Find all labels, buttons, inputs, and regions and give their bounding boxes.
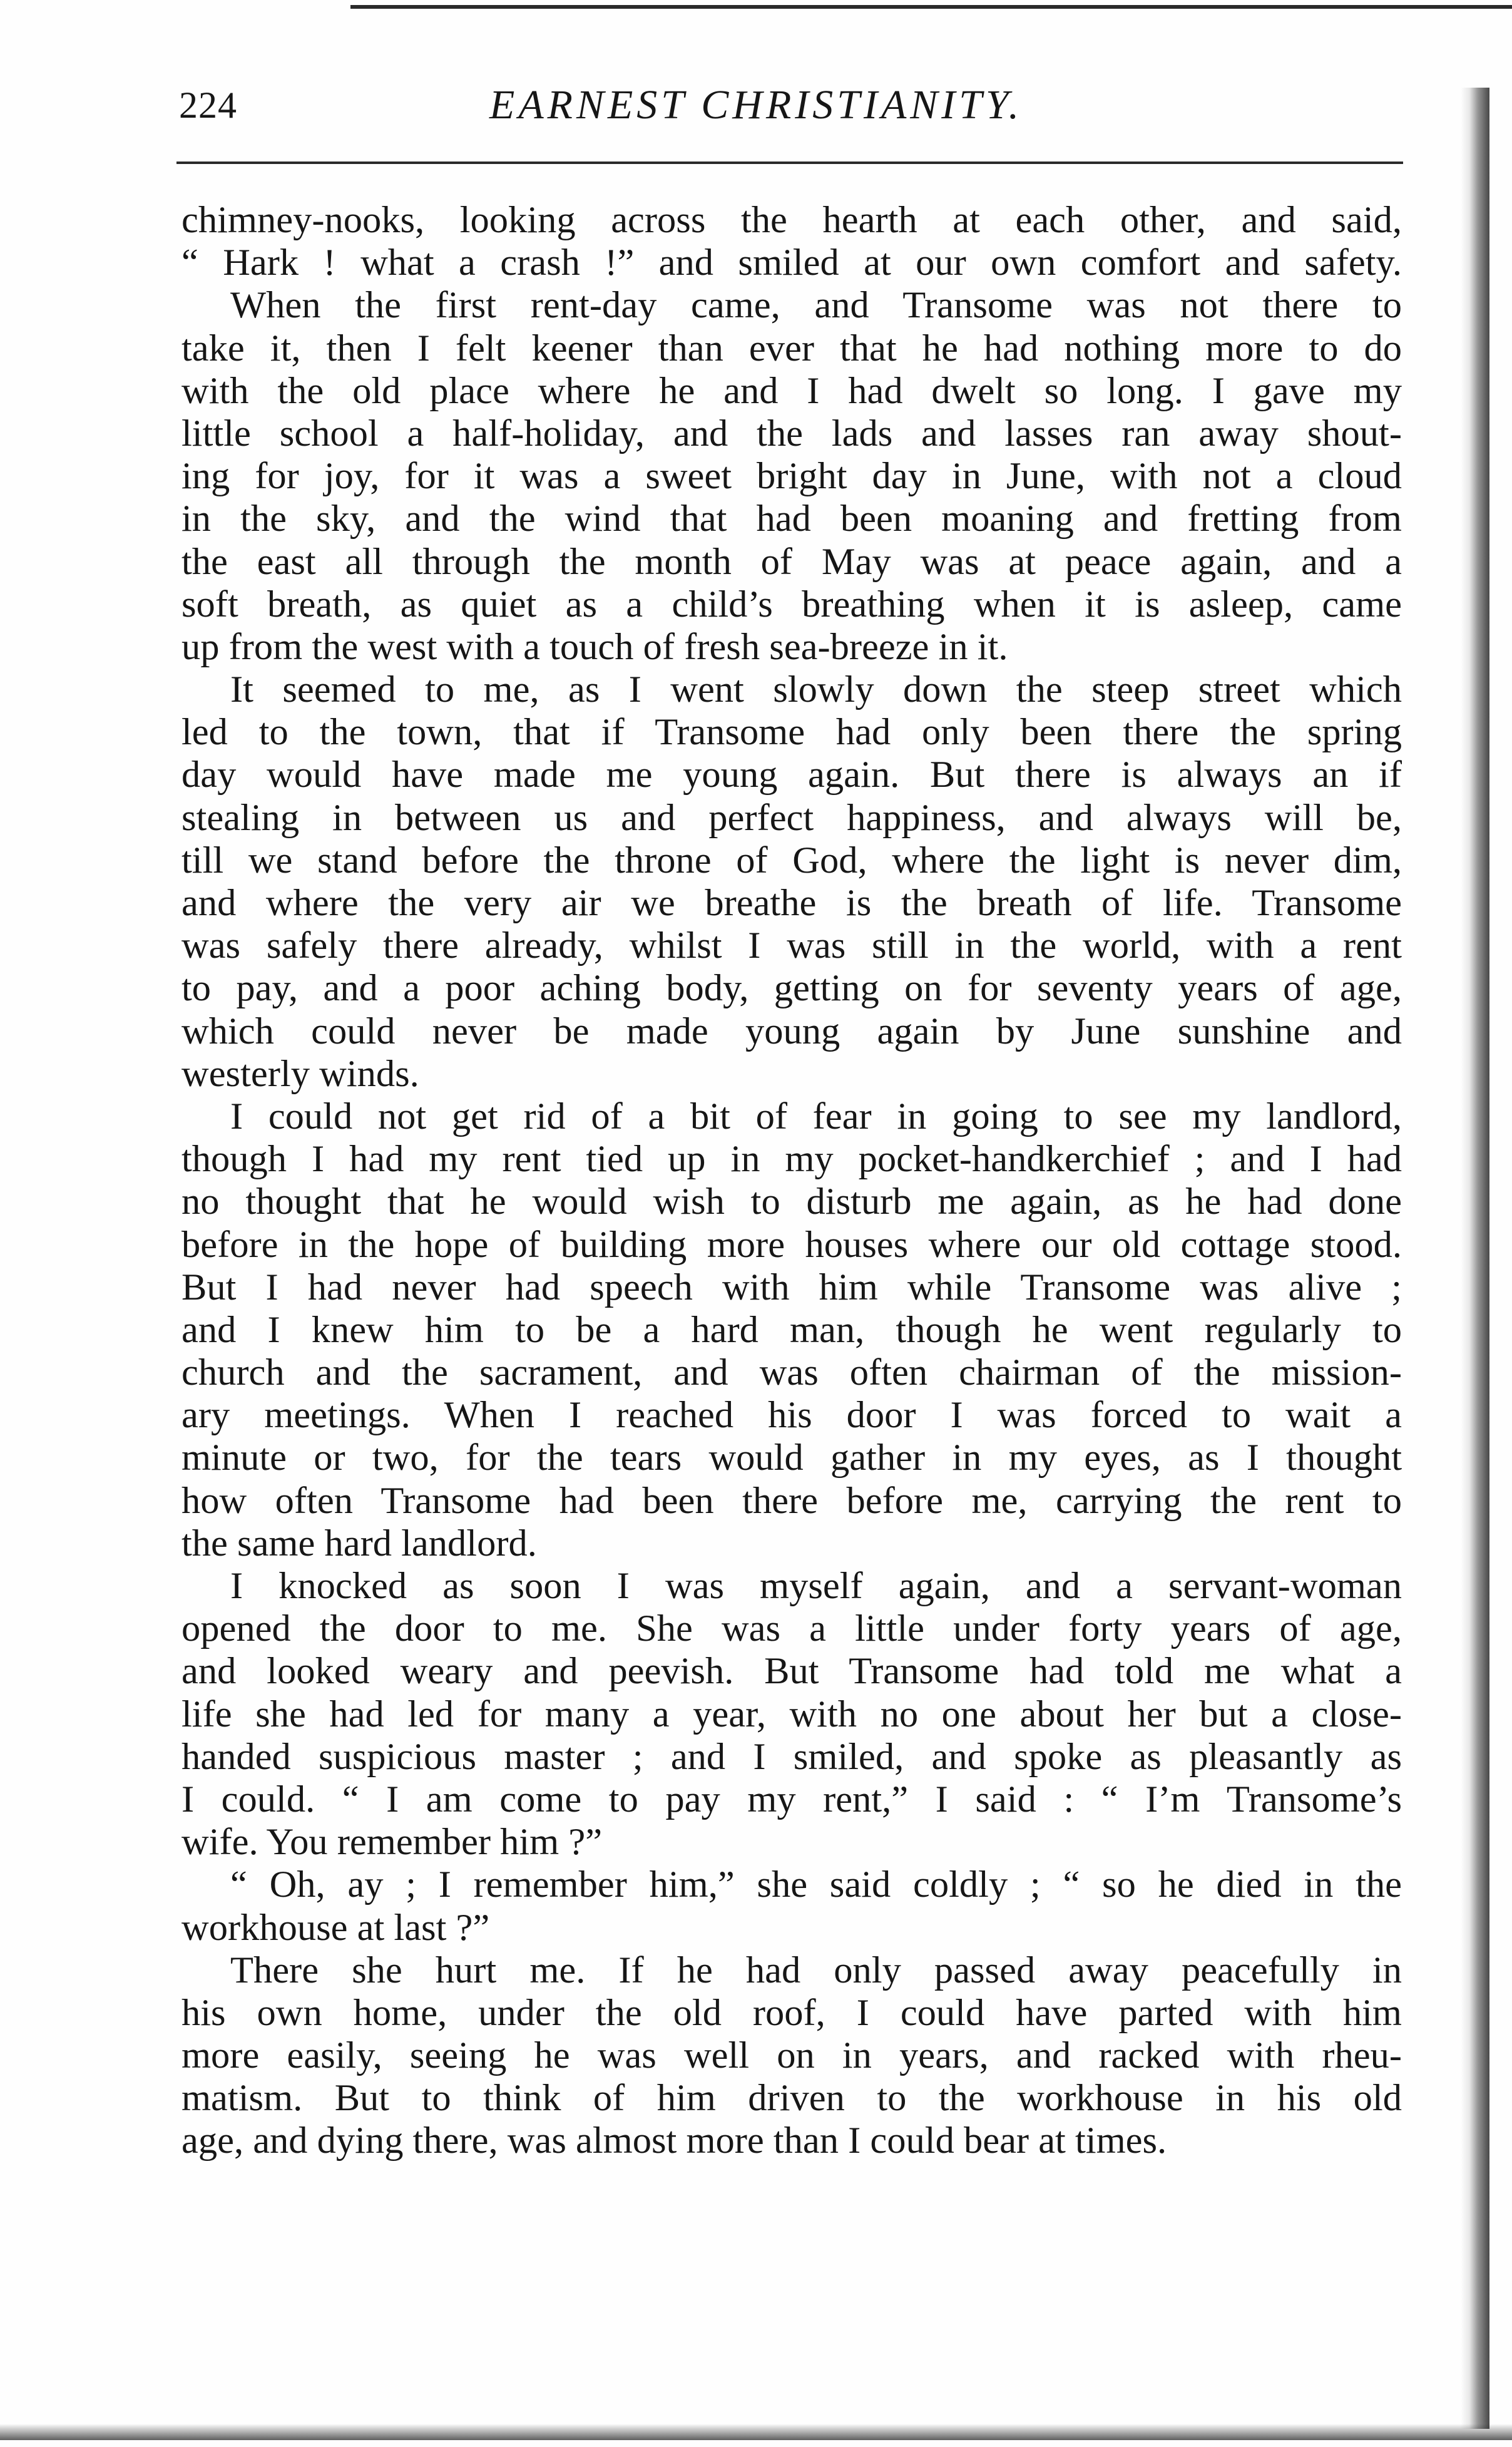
- paragraph-end-line: workhouse at last ?”: [181, 1906, 490, 1949]
- text-line: no thought that he would wish to disturb me again, as he had done: [181, 1181, 1402, 1223]
- paragraph-start-line: There she hurt me. If he had only passed away peacefully in: [230, 1949, 1402, 1991]
- text-line: which could never be made young again by June sunshine and: [181, 1010, 1402, 1052]
- text-line: with the old place where he and I had dwelt so long. I gave my: [181, 369, 1402, 412]
- paragraph-end-line: up from the west with a touch of fresh sea-breeze in it.: [181, 625, 1008, 668]
- page-edge-shadow: [1461, 88, 1489, 2429]
- text-line: age, and dying there, was almost more than I could bear at times.: [181, 2120, 1167, 2162]
- paragraph-end-line: the same hard landlord.: [181, 1522, 537, 1564]
- page-number: 224: [179, 85, 237, 126]
- text-line: the east all through the month of May was at peace again, and a: [181, 540, 1402, 583]
- text-line: little school a half-holiday, and the lads and lasses ran away shout-: [181, 412, 1402, 454]
- text-line: take it, then I felt keener than ever that he had nothing more to do: [181, 327, 1402, 369]
- text-line: handed suspicious master ; and I smiled, and spoke as pleasantly as: [181, 1735, 1402, 1778]
- text-line: ary meetings. When I reached his door I was forced to wait a: [181, 1394, 1402, 1437]
- text-line: day would have made me young again. But there is always an if: [181, 754, 1402, 796]
- text-line: church and the sacrament, and was often chairman of the mission-: [181, 1352, 1402, 1394]
- paragraph-end-line: westerly winds.: [181, 1052, 419, 1095]
- text-line: before in the hope of building more houses where our old cottage stood.: [181, 1223, 1402, 1266]
- text-line: ing for joy, for it was a sweet bright day in June, with not a cloud: [181, 455, 1402, 498]
- text-line: more easily, seeing he was well on in years, and racked with rheu-: [181, 2034, 1402, 2077]
- paragraph-end-line: wife. You remember him ?”: [181, 1821, 603, 1864]
- paragraph-start-line: “ Oh, ay ; I remember him,” she said coldly ; “ so he died in the: [230, 1864, 1402, 1906]
- paragraph-start-line: I knocked as soon I was myself again, and a servant-woman: [230, 1565, 1402, 1607]
- top-edge-rule: [350, 5, 1512, 9]
- page-bottom-edge: [0, 2424, 1512, 2440]
- text-line: soft breath, as quiet as a child’s breathing when it is asleep, came: [181, 583, 1402, 625]
- running-head: EARNEST CHRISTIANITY.: [489, 82, 1023, 128]
- text-line: stealing in between us and perfect happiness, and always will be,: [181, 796, 1402, 839]
- text-line: matism. But to think of him driven to the workhouse in his old: [181, 2077, 1402, 2120]
- text-line: was safely there already, whilst I was still in the world, with a rent: [181, 925, 1402, 967]
- paragraph-start-line: I could not get rid of a bit of fear in going to see my landlord,: [230, 1095, 1402, 1137]
- paragraph-start-line: When the first rent-day came, and Transome was not there to: [230, 284, 1402, 327]
- text-line: and I knew him to be a hard man, though he went regularly to: [181, 1308, 1402, 1351]
- header-rule: [176, 162, 1403, 164]
- body-text: [181, 199, 1402, 2163]
- text-line: “ Hark ! what a crash !” and smiled at our own comfort and safety.: [181, 242, 1402, 284]
- text-line: minute or two, for the tears would gather in my eyes, as I thought: [181, 1437, 1402, 1479]
- text-line: his own home, under the old roof, I could have parted with him: [181, 1991, 1402, 2034]
- text-line: to pay, and a poor aching body, getting on for seventy years of age,: [181, 967, 1402, 1010]
- text-line: in the sky, and the wind that had been moaning and fretting from: [181, 498, 1402, 540]
- text-line: and looked weary and peevish. But Transome had told me what a: [181, 1650, 1402, 1693]
- text-line: how often Transome had been there before me, carrying the rent to: [181, 1479, 1402, 1522]
- text-line: till we stand before the throne of God, where the light is never dim,: [181, 839, 1402, 881]
- text-line: chimney-nooks, looking across the hearth at each other, and said,: [181, 199, 1402, 241]
- text-line: life she had led for many a year, with no one about her but a close-: [181, 1693, 1402, 1735]
- text-line: But I had never had speech with him while Transome was alive ;: [181, 1266, 1402, 1308]
- paragraph-start-line: It seemed to me, as I went slowly down the steep street which: [230, 669, 1402, 711]
- text-line: opened the door to me. She was a little under forty years of age,: [181, 1608, 1402, 1650]
- text-line: led to the town, that if Transome had only been there the spring: [181, 711, 1402, 754]
- text-line: I could. “ I am come to pay my rent,” I said : “ I’m Transome’s: [181, 1778, 1402, 1820]
- text-line: and where the very air we breathe is the breath of life. Transome: [181, 882, 1402, 924]
- text-line: though I had my rent tied up in my pocket-handkerchief ; and I had: [181, 1138, 1402, 1181]
- page-header: [176, 75, 1403, 144]
